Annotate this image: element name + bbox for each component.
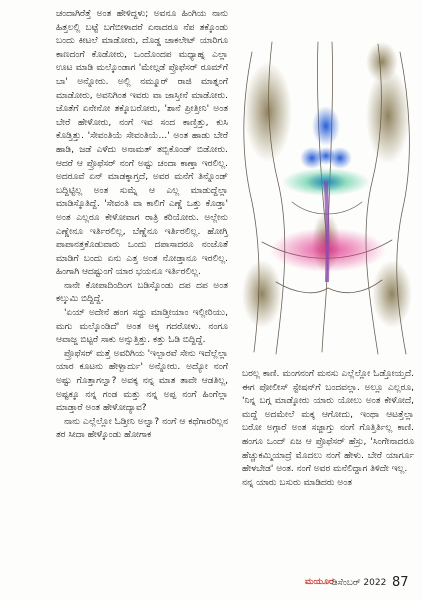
paragraph: 'ಏಯ್ ಅದೇನೆ ಹಂಗ ಸದ್ದು ಮಾಡ್ತೀಯಾಂ ಇಲ್ಲೀರಿಯು, ಮಗು ಮಲ್ಕೊಂಡಿದೆ' ಅಂತ ಅಕ್ಕ ಗದರೋಳು. ನಂಗೂ ಆವಾಜ್ಜ ಬಿಟ್ಟರೆ ಸಾಕು ಅನ್ಸುತ್ತಿತ್ತು. ಕತ್ತು ಓಡಿ ಬಿದ್ದಿದ್ದೆ. bbox=[56, 308, 228, 346]
blue-upper-spot bbox=[312, 106, 340, 146]
chakra-body-illustration bbox=[232, 32, 420, 360]
magazine-logo: ಮಯೂರ bbox=[305, 577, 334, 587]
paragraph: ಬರಲ್ಲ ಕಾಣಿ. ಮಂಗನಂಗೆ ಮನಸು ಎಲ್ಲೆಲ್ಲೋ ಓಡ್ತೋಯ್ತದೆ. ಈಗ ಪೋಲೀಸ್ ಸ್ಟೇಷನ್‌ಗೆ ಬಂದವಲ್ಲಾ. ಅಲ್ಲೂ ಎಲ್ಲರೂ, 'ನಿನ್ನ ಬಗ್ಗ ಮಾಡ್ಕೋರು ಯಾರು ಯೋಲು ಅಂತ ಕೇಳೋದೆ, ಮದ್ದೆ ಅದಮೇಲೆ ಮಕ್ಕ ಆಗೋದು, ಇಂಥಾ ಆಟತ್ತೆಲ್ಲಾ ಬರೋ ಅಗ್ಗಾರೆ ಅಂತ ಸಜ್ಜಾಗ್ತು ನಂಗೆ ಗೊತ್ತಿರ್ತಿಲ್ಲ ಕಾಣಿ. ಹಂಗೂ ಒಂದ್ ಏಜ ಆ ಪ್ರೊಫೆಸರ್ ಹೆಸ್ರು, 'ಸಿಂಗೇನಾದರೂ ಹೆಚ್ಚುಕಮ್ಮಿಯಾದ್ರೆ ಮೊದಲು ನಂಗೆ ಹೇಳು. ಬೇರೆ ಯಾರ್ಗೂ ಹೇಳಬೇಡ' ಅಂತ. ನಂಗೆ ಅವರ ಮನೆಲಿದ್ದಾಗ ತಿಳಿದೇ ಇಲ್ಲ. bbox=[242, 369, 414, 475]
paragraph: ಪ್ರೊಫೆಸರ್ ಮತ್ತೆ ಅವರಿಗಿಯ 'ಇಲ್ಬಾರವೆ ಸೇನು ಇದೆಲ್ಲೆಲ್ಲಾ ಯಾರ ಕೂಟನು ಹೇಳ್ಬಾರ್ದು' ಅನ್ನೋರು. ಅದ್ಯೋ ನಂಗೆ ಅಷ್ಟು ಗೊತ್ತಾಗಲ್ವಾ? ಅವಕ್ಕ ನನ್ನ ಮಾತ ತಾವೇ ಆಡತಿಲ್ಲ, ಅಷ್ಟಕ್ಕೂ ನನ್ನ ಗಂಡ ಮತ್ತು ನನ್ನ ಅಪ್ಪ ನಂಗೆ ಹಿಂಗೆಲ್ಲಾ ಮಾಡ್ತಾರೆ ಅಂತ ಹೇಳೋದ್ಯಾವ? bbox=[56, 348, 228, 414]
paragraph: ನಾನೇ ಕೋಪಾದಿಂದಿಂಗ ಬಡಿಸ್ಕೊಂಡು ದಪ ದಪ ಅಂತ ಕಲ್ಕುಮಿ ಬಿದ್ದಿದ್ದೆ. bbox=[56, 280, 228, 305]
issue-date: ಡಿಸೆಂಬರ್ 2022 bbox=[332, 578, 387, 588]
page-number: 87 bbox=[392, 575, 409, 590]
right-text-column bbox=[242, 368, 414, 490]
page-footer bbox=[0, 574, 422, 594]
paragraph: ಚಂದಾಗಿರೆತ್ತೆ ಅಂತ ಹೇಳಿದ್ದಳು; ಅವನೂ ಹಿಂಗಿಯ ನಾನು ಹಿತ್ತಲಲ್ಲಿ ಬಟ್ಟೆ ಬಗೆಬೀಳಾದರೆ ಏನಾದರೂ ನೆಪ ತಕ್ಕೊಂಡು ಬಂದು ಕೀಟಲೆ ಮಾಡೋರು, ದೊಡ್ಡ ಚಾಕಲೇಟ್ ಯಾರಿಗೂ ಕಾಣದಂಗೆ ಕೊಡೋರು, ಒಂದೊಂದಪ ಮಧ್ಯಾಹ್ನ ಎಲ್ಲಾ ಊಟ ಮಾಡಿ ಮಲ್ಕೊಂಡಾಗ 'ಮೇಲ್ಗಡೆ ಪ್ರೊಫೆಸರ್ ರೂಮ್‌ಗೆ ಬಾ' ಅನ್ನೋರು. ಅಲ್ಲಿ ನಮ್ಮೂರ್ ರಾಜಿ ಮಾತ್ನಂಗೆ ಮಾಡೋರು, ಅವನಿಗಿಂತ ಇವರು ವಾ ಜಾಸ್ತೀನೆ ಮಾಡೋರು. ಜೊತೆಗೆ ಏನೇನೋ ತಕ್ಕೊಬರೋರು, 'ಶಾನೆ ಪ್ರೀತ್ತೀನಿ' ಅಂತ ಬೇರೆ ಹೇಳೋರು, ನಂಗೆ ಇವ ಸಂದ ಕಾಣ್ತಿತ್ತು, ಕುಸಿ ಕೊಡ್ತಿತ್ತು. 'ಸೇವಂತಿಯೆ ಸೇವಂತಿಯೆ...' ಅಂತ ಹಾಡು ಬೇರೆ ಹಾಡಿ, ಜಡೆ ಎಳೆದು ಅನಾಮತ್ ತಬ್ಬಿಕೊಂಡ್ ಬಿಡೋರು. ಆದರೆ ಆ ಪ್ರೊಫೆಸರ್ ನಂಗೆ ಅಷ್ಟು ಚಂದಾ ಕಾಣ್ತಾ ಇರಲಿಲ್ಲ. ಅದರೂವೆ ಏನ್ ಮಾಡಕ್ಕಾಗ್ತದೆ, ಅವರ ಮನೆಗೆ ತಿನ್ನೊಂಡ್ ಬದ್ದಿಟ್ಟಿಲ್ಲ ಅಂತ ಸುಮ್ನೆ ಆ ಎಲ್ಲ ಮಾಡುದ್ದೆಲ್ಲಾ ಮಾಡಿಸ್ಕೊತಿದ್ದೆ. 'ಸೇವಂತಿ ವಾ ಕಾಲಿಗೆ ಎಣ್ಣೆ ಒತ್ತು ಕೊಡ್ತಾ' ಅಂತ ಎಲ್ಲರೂ ಕೇಳೋವಾಗ ರಾತ್ರಿ ಕರಿಯೋರು. ಅಲ್ಲೇನು ಎಣ್ಣೇನೂ ಇರ್ತಿರಲಿಲ್ಲ, ಬೆಣ್ಣೆನೂ ಇರ್ತಿರಲಿಲ್ಲ. ಹೋಗ್ತಿ ಪಾಪಾನತ್ತಕೊಡುವಾರು ಒಂದು ದಪಾಸಾದರೂ ನಂಜೊತೆ ಮಾಡಿಗೆ ಬಂದು ಏನು ಎತ್ತ ಅಂತ ನೋಡ್ತಾನೂ ಇರಲಿಲ್ಲ. ಹಿಂಗಾಗಿ ಆದಷ್ಟುಂಗೆ ಯಾರ ಭಯನೂ ಇರ್ತಿರಲಿಲ್ಲ. bbox=[56, 9, 228, 278]
paragraph: ನನ್ನ ಯಾರು ಬಸುರು ಮಾಡಿದರು ಅಂತ bbox=[242, 477, 352, 488]
left-text-column bbox=[56, 8, 228, 443]
paragraph: ನಾನು ಎಲ್ಲೆಲ್ಲೋ ಓಡ್ತೀನಿ ಅಲ್ವಾ? ನಂಗೆ ಆ ಕಥೆಗಾರರಿಲ್ಲನ ತರ ಸೀದಾ ಹೇಳ್ಕೊಂಡು ಹೋಗಾಕ bbox=[56, 416, 228, 441]
